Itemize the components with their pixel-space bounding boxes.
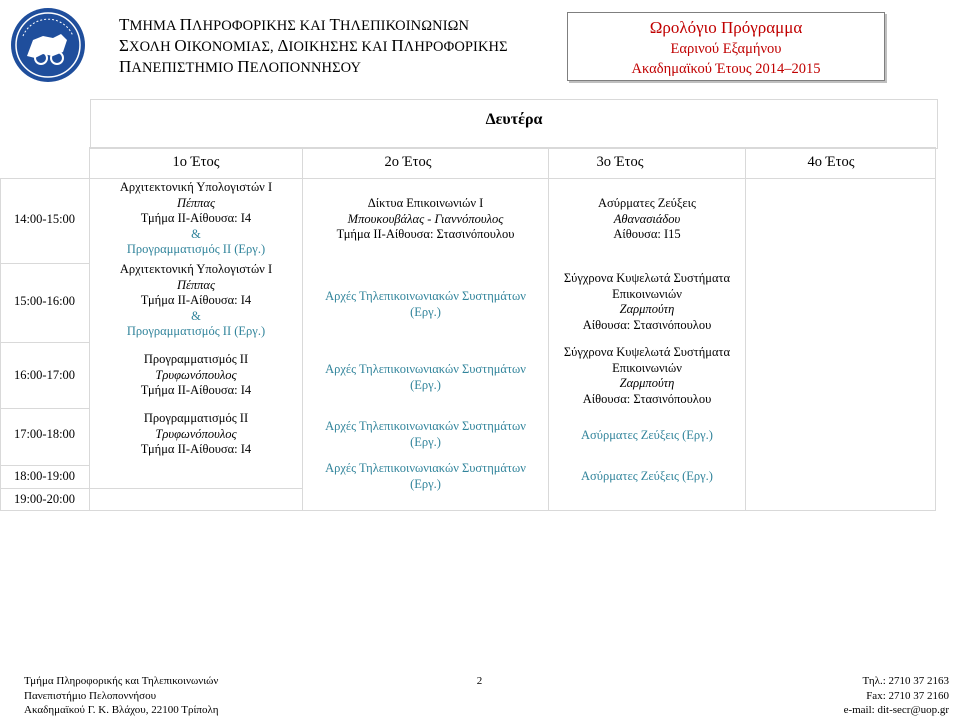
lab-name: Αρχές Τηλεπικοινωνιακών Συστημάτων bbox=[325, 362, 526, 376]
room-name: Αίθουσα: Ι15 bbox=[613, 227, 681, 241]
time-slot: 15:00-16:00 bbox=[13, 294, 76, 308]
teacher-name: Τρυφωνόπουλος bbox=[155, 426, 237, 441]
room-name: Τμήμα ΙΙ-Αίθουσα: Ι4 bbox=[140, 442, 252, 456]
time-slot: 19:00-20:00 bbox=[13, 492, 76, 506]
room-name: Τμήμα ΙΙ-Αίθουσα: Ι4 bbox=[140, 211, 252, 225]
room-name: Αίθουσα: Στασινόπουλου bbox=[582, 391, 712, 406]
time-slot: 18:00-19:00 bbox=[13, 469, 76, 483]
course-name-cont: Επικοινωνιών bbox=[612, 360, 682, 375]
class-block bbox=[90, 262, 302, 340]
year-1-header: 1ο Έτος bbox=[172, 154, 220, 170]
class-block bbox=[90, 352, 302, 399]
lab-name: Ασύρματες Ζεύξεις (Εργ.) bbox=[581, 428, 713, 442]
lab-name: Αρχές Τηλεπικοινωνιακών Συστημάτων bbox=[325, 419, 526, 433]
course-name: Σύγχρονα Κυψελωτά Συστήματα bbox=[563, 271, 731, 285]
teacher-name: Αθανασιάδου bbox=[613, 211, 681, 226]
footer-university: Πανεπιστήμιο Πελοποννήσου bbox=[24, 689, 157, 702]
course-name: Ασύρματες Ζεύξεις bbox=[598, 196, 696, 210]
ampersand: & bbox=[191, 308, 201, 323]
page-number: 2 bbox=[476, 675, 483, 687]
teacher-name: Πέππας bbox=[176, 195, 216, 210]
time-slot: 14:00-15:00 bbox=[13, 212, 76, 226]
lab-suffix: (Εργ.) bbox=[410, 476, 441, 491]
room-name: Τμήμα ΙΙ-Αίθουσα: Στασινόπουλου bbox=[336, 227, 515, 241]
teacher-name: Μπουκουβάλας - Γιαννόπουλος bbox=[347, 211, 504, 226]
schedule-title-box bbox=[567, 12, 885, 81]
room-name: Τμήμα ΙΙ-Αίθουσα: Ι4 bbox=[140, 293, 252, 307]
ampersand: & bbox=[191, 226, 201, 241]
course-name: Δίκτυα Επικοινωνιών Ι bbox=[367, 196, 484, 210]
academic-year-label: Ακαδημαϊκού Έτους 2014–2015 bbox=[631, 61, 821, 77]
lab-block bbox=[549, 469, 745, 485]
year-4-header: 4ο Έτος bbox=[807, 154, 855, 170]
lab-name: Αρχές Τηλεπικοινωνιακών Συστημάτων bbox=[325, 461, 526, 475]
time-slot: 17:00-18:00 bbox=[13, 427, 76, 441]
school-name: ΣΧΟΛΗ ΟΙΚΟΝΟΜΙΑΣ, ΔΙΟΙΚΗΣΗΣ ΚΑΙ ΠΛΗΡΟΦΟΡΙΚΗΣ bbox=[119, 36, 508, 55]
footer-department: Τμήμα Πληροφορικής και Τηλεπικοινωνιών bbox=[24, 675, 219, 687]
footer-phone: Τηλ.: 2710 37 2163 bbox=[862, 675, 949, 687]
course-name: Προγραμματισμός ΙΙ bbox=[143, 352, 249, 366]
course-name: Αρχιτεκτονική Υπολογιστών Ι bbox=[119, 262, 273, 276]
lab-block bbox=[303, 461, 548, 492]
lab-block bbox=[303, 289, 548, 320]
lab-block bbox=[303, 419, 548, 450]
room-name: Αίθουσα: Στασινόπουλου bbox=[582, 317, 712, 332]
lab-name: Ασύρματες Ζεύξεις (Εργ.) bbox=[581, 469, 713, 483]
time-slot: 16:00-17:00 bbox=[13, 368, 76, 382]
class-block bbox=[303, 196, 548, 243]
room-name: Τμήμα ΙΙ-Αίθουσα: Ι4 bbox=[140, 383, 252, 397]
teacher-name: Ζαρμπούτη bbox=[619, 376, 675, 390]
course-name: Προγραμματισμός ΙΙ bbox=[143, 411, 249, 425]
footer-fax: Fax: 2710 37 2160 bbox=[866, 689, 949, 702]
lab-name: Προγραμματισμός ΙΙ (Εργ.) bbox=[126, 242, 266, 256]
class-block bbox=[549, 345, 745, 407]
semester-label: Εαρινού Εξαμήνου bbox=[670, 41, 782, 57]
class-block bbox=[549, 271, 745, 333]
course-name: Σύγχρονα Κυψελωτά Συστήματα bbox=[563, 345, 731, 359]
lab-name: Αρχές Τηλεπικοινωνιακών Συστημάτων bbox=[325, 289, 526, 303]
lab-suffix: (Εργ.) bbox=[410, 434, 441, 449]
class-block bbox=[549, 196, 745, 243]
day-heading: Δευτέρα bbox=[90, 99, 938, 149]
footer-contact bbox=[844, 674, 949, 718]
teacher-name: Ζαρμπούτη bbox=[619, 302, 675, 316]
schedule-title: Ωρολόγιο Πρόγραμμα bbox=[649, 18, 803, 37]
department-name: ΤΜΗΜΑ ΠΛΗΡΟΦΟΡΙΚΗΣ ΚΑΙ ΤΗΛΕΠΙΚΟΙΝΩΝΙΩΝ bbox=[119, 15, 470, 34]
lab-block bbox=[303, 362, 548, 393]
course-name: Αρχιτεκτονική Υπολογιστών Ι bbox=[119, 180, 273, 194]
university-name: ΠΑΝΕΠΙΣΤΗΜΙΟ ΠΕΛΟΠΟΝΝΗΣΟΥ bbox=[119, 57, 362, 76]
class-block bbox=[90, 411, 302, 458]
course-name-cont: Επικοινωνιών bbox=[612, 286, 682, 301]
lab-suffix: (Εργ.) bbox=[410, 304, 441, 319]
year-2-header: 2ο Έτος bbox=[384, 154, 432, 170]
university-logo bbox=[9, 6, 87, 84]
footer-email: e-mail: dit-secr@uop.gr bbox=[843, 704, 949, 716]
year-3-header: 3ο Έτος bbox=[596, 154, 644, 170]
lab-block bbox=[549, 428, 745, 444]
lab-suffix: (Εργ.) bbox=[410, 377, 441, 392]
footer-street: Ακαδημαϊκού Γ. Κ. Βλάχου, 22100 Τρίπολη bbox=[24, 704, 219, 716]
class-block bbox=[90, 180, 302, 258]
years-header-row bbox=[90, 147, 936, 178]
teacher-name: Πέππας bbox=[176, 277, 216, 292]
teacher-name: Τρυφωνόπουλος bbox=[155, 367, 237, 382]
lab-name: Προγραμματισμός ΙΙ (Εργ.) bbox=[126, 324, 266, 338]
department-header bbox=[119, 15, 508, 78]
